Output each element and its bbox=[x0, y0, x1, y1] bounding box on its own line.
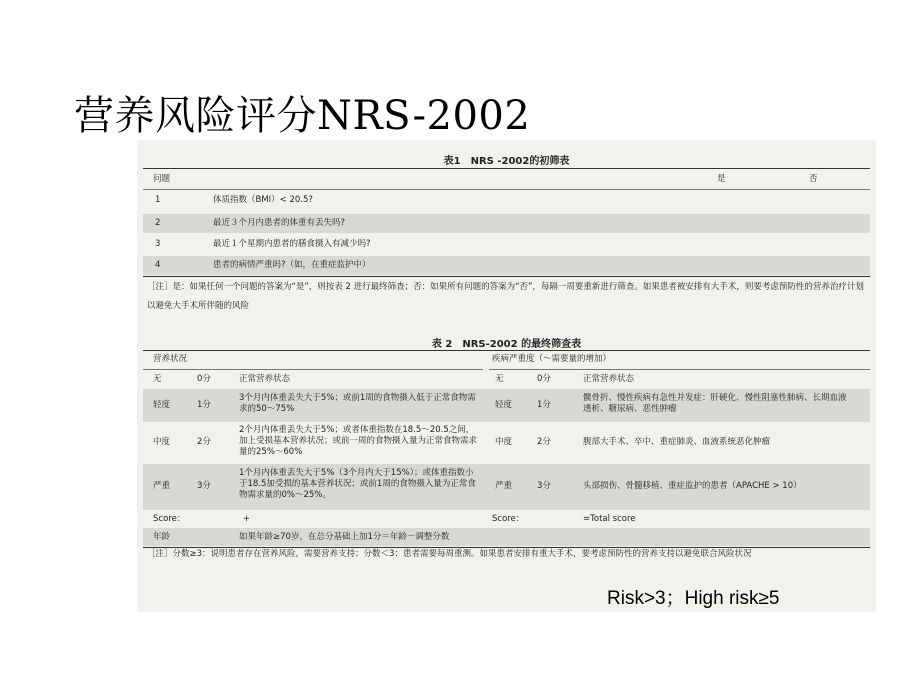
table2-row2-level-right: 轻度 bbox=[495, 400, 513, 410]
table2-row2-level: 轻度 bbox=[153, 400, 171, 410]
table1-caption: 表1 NRS -2002的初筛表 bbox=[443, 156, 570, 167]
table1-row2-text: 最近３个月内患者的体重有丢失吗? bbox=[213, 218, 346, 228]
table2-row4-desc-right: 头部损伤、骨髓移植、重症监护的患者（APACHE > 10） bbox=[583, 481, 802, 491]
table1-header-yes: 是 bbox=[717, 174, 726, 184]
scanned-tables-image bbox=[137, 140, 876, 612]
table1-row1-num: 1 bbox=[155, 195, 161, 205]
table2-row1-desc: 正常营养状态 bbox=[239, 374, 291, 384]
table2-row4-score: 3分 bbox=[197, 481, 211, 491]
table2-row2-score: 1分 bbox=[197, 400, 211, 410]
risk-threshold-note: Risk>3；High risk≥5 bbox=[607, 588, 780, 609]
table1-row1-text: 体质指数（BMI）< 20.5? bbox=[213, 195, 313, 205]
table1-row3-num: 3 bbox=[155, 239, 161, 249]
table2-row4-desc: 1个月内体重丢失大于5%（3个月内大于15%）；或体重指数小于18.5加受损的基本营养状况；或前1周的食物摄入量为正常食物需求量的0%～25%。 bbox=[239, 468, 476, 500]
table2-header-rule-left bbox=[143, 369, 483, 370]
table1-row4-num: 4 bbox=[155, 260, 161, 270]
table2-row3-score: 2分 bbox=[197, 437, 211, 447]
table2-header-rule-right bbox=[489, 369, 870, 370]
table2-note: ［注］分数≥3：说明患者存在营养风险，需要营养支持；分数＜3：患者需要每周重测。如果患者安排有重大手术，要考虑预防性的营养支持以避免联合风险状况 bbox=[147, 549, 752, 559]
table1-header-rule bbox=[143, 189, 870, 190]
table2-row1-score-right: 0分 bbox=[537, 374, 551, 384]
table2-row4-level-right: 严重 bbox=[495, 481, 513, 491]
table2-row1-level-right: 无 bbox=[495, 374, 504, 384]
table2-row3-level: 中度 bbox=[153, 437, 171, 447]
table2-row2-score-right: 1分 bbox=[537, 400, 551, 410]
table2-age-label: 年龄 bbox=[153, 532, 171, 542]
table1-note: ［注］是：如果任何一个问题的答案为“是”，则按表 2 进行最终筛查；否：如果所有问题的答案为“否”，每隔一周要重新进行筛查。如果患者被安排有大手术，则要考虑预防性的营养治疗计划以避免大手术所伴随的风险 bbox=[147, 282, 864, 311]
table2-row3-score-right: 2分 bbox=[537, 437, 551, 447]
slide-title: 营养风险评分NRS-2002 bbox=[74, 93, 531, 139]
table2-row3-desc-right: 腹部大手术、卒中、重症肺炎、血液系统恶化肿瘤 bbox=[583, 437, 771, 447]
table2-row1-level: 无 bbox=[153, 374, 162, 384]
table2-row2-desc-right: 髋骨折、慢性疾病有急性并发症：肝硬化、慢性阻塞性肺病、长期血液透析、糖尿病、恶性肿瘤 bbox=[583, 393, 847, 414]
table1-top-rule bbox=[143, 168, 870, 169]
table2-row1-desc-right: 正常营养状态 bbox=[583, 374, 635, 384]
table2-row1-score: 0分 bbox=[197, 374, 211, 384]
table2-row4-level: 严重 bbox=[153, 481, 171, 491]
table1-header-question: 问题 bbox=[153, 174, 171, 184]
table1-bottom-rule bbox=[143, 276, 870, 277]
table1-row3-text: 最近１个星期内患者的膳食摄入有减少吗? bbox=[213, 239, 371, 249]
table1-header-no: 否 bbox=[809, 174, 818, 184]
table2-caption: 表 2 NRS-2002 的最终筛查表 bbox=[431, 339, 582, 350]
table2-header-left: 营养状况 bbox=[153, 354, 188, 364]
table1-row2-num: 2 bbox=[155, 218, 161, 228]
table2-row3-desc: 2个月内体重丢失大于5%；或者体重指数在18.5～20.5之间，加上受损基本营养状况；或前一周的食物摄入量为正常食物需求量的25%～60% bbox=[239, 425, 478, 457]
table2-row4-score-right: 3分 bbox=[537, 481, 551, 491]
table2-top-rule bbox=[143, 350, 870, 351]
table2-total-score: =Total score bbox=[583, 514, 636, 524]
table2-score-label-right: Score： bbox=[492, 514, 525, 524]
table1-row4-text: 患者的病情严重吗?（如，在重症监护中） bbox=[213, 260, 371, 270]
table2-row3-level-right: 中度 bbox=[495, 437, 513, 447]
table2-row2-desc: 3个月内体重丢失大于5%；或前1周的食物摄入低于正常食物需求的50～75% bbox=[239, 393, 476, 414]
table2-score-label: Score： bbox=[153, 514, 186, 524]
table2-header-right: 疾病严重度（～需要量的增加） bbox=[492, 354, 612, 364]
table2-score-plus: + bbox=[243, 514, 251, 524]
table2-age-text: 如果年龄≥70岁，在总分基础上加1分＝年龄－调整分数 bbox=[239, 532, 450, 542]
